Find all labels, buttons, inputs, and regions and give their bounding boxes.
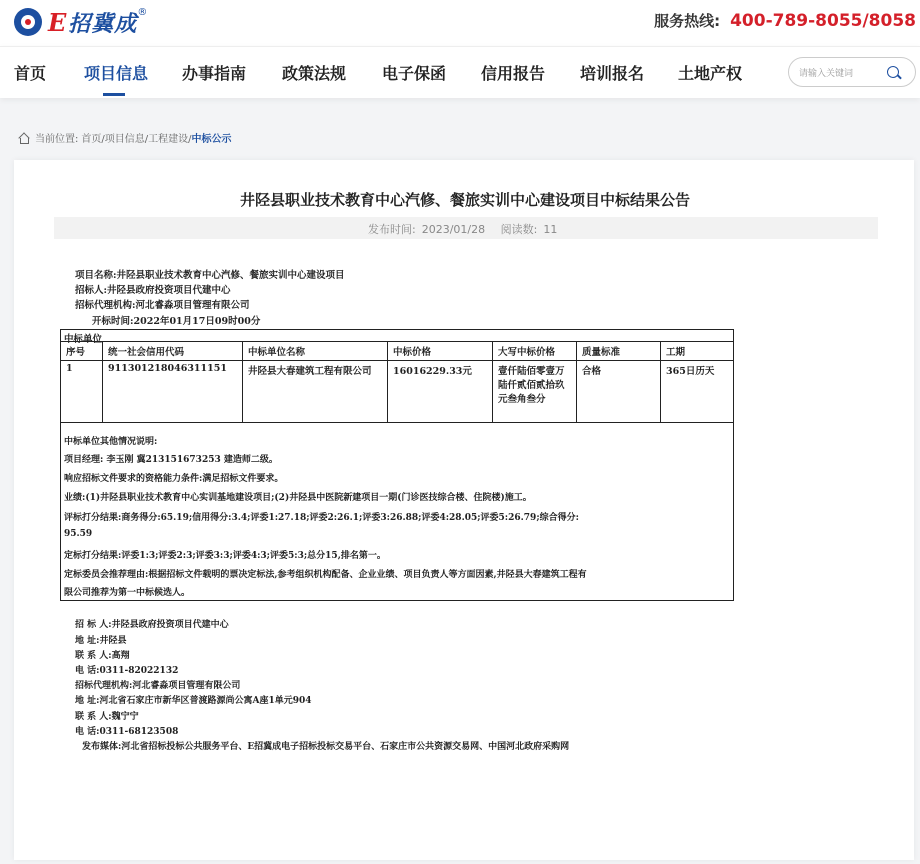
footer-media: 发布媒体:河北省招标投标公共服务平台、E招冀成电子招标投标交易平台、石家庄市公共资源交易网、中国河北政府采购网 — [82, 742, 570, 752]
table-header-row — [61, 342, 734, 361]
project-name: 项目名称:井陉县职业技术教育中心汽修、餐旅实训中心建设项目 — [75, 270, 345, 281]
footer-phone: 电 话:0311-82022132 — [75, 666, 179, 676]
th-credit-code: 统一社会信用代码 — [103, 342, 243, 361]
nav-home[interactable]: 首页 — [14, 64, 47, 83]
score-line-2: 95.59 — [64, 529, 93, 539]
breadcrumb — [18, 130, 231, 145]
score-line-1: 评标打分结果:商务得分:65.19;信用得分:3.4;评委1:27.18;评委2:26.1;评委3:26.88;评委4:28.05;评委5:26.79;综合得分: — [64, 513, 579, 523]
project-manager: 项目经理: 李玉刚 冀213151673253 建造师二级。 — [64, 455, 278, 465]
nav-active-indicator — [103, 93, 125, 96]
reason-line-2: 限公司推荐为第一中标候选人。 — [64, 588, 191, 598]
footer-tenderer: 招 标 人:井陉县政府投资项目代建中心 — [75, 620, 229, 630]
nav-policy[interactable]: 政策法规 — [282, 64, 347, 83]
search-placeholder: 请输入关键词 — [799, 69, 854, 79]
footer-agency-address: 地 址:河北省石家庄市新华区普渡路源尚公寓A座1单元904 — [75, 696, 312, 706]
notes-title: 中标单位其他情况说明: — [64, 437, 158, 447]
rank-result: 定标打分结果:评委1:3;评委2:3;评委3:3;评委4:3;评委5:3;总分15,排名第一。 — [64, 551, 386, 561]
nav-project-info[interactable]: 项目信息 — [84, 64, 149, 83]
footer-agency: 招标代理机构:河北睿淼项目管理有限公司 — [75, 681, 241, 691]
th-index: 序号 — [61, 342, 103, 361]
breadcrumb-prefix: 当前位置: — [35, 134, 79, 145]
footer-address: 地 址:井陉县 — [75, 636, 127, 646]
footer-agency-phone: 电 话:0311-68123508 — [75, 727, 179, 737]
tenderer: 招标人:井陉县政府投资项目代建中心 — [75, 285, 231, 296]
reads-count: 11 — [543, 223, 558, 236]
logo-registered-mark: ® — [137, 7, 148, 18]
reason-line-1: 定标委员会推荐理由:根据招标文件载明的票决定标法,参考组织机构配备、企业业绩、项目负责人等方面因素,井陉县大春建筑工程有 — [64, 570, 587, 580]
publish-date: 2023/01/28 — [421, 223, 486, 236]
th-company: 中标单位名称 — [243, 342, 388, 361]
home-icon — [18, 133, 29, 143]
breadcrumb-current: 中标公示 — [191, 134, 232, 145]
breadcrumb-path[interactable]: 首页/项目信息/工程建设/ — [81, 134, 192, 145]
publish-label: 发布时间: — [368, 223, 416, 236]
footer-agency-contact: 联 系 人:魏宁宁 — [75, 712, 139, 722]
hotline-number: 400-789-8055/8058 — [730, 11, 916, 31]
nav-e-guarantee[interactable]: 电子保函 — [382, 64, 447, 83]
hotline — [654, 10, 916, 31]
agency: 招标代理机构:河北睿淼项目管理有限公司 — [75, 300, 250, 311]
th-period: 工期 — [661, 342, 734, 361]
article-meta — [368, 221, 563, 237]
hotline-label: 服务热线: — [654, 12, 721, 30]
td-index: 1 — [61, 361, 103, 423]
main-nav — [0, 46, 920, 98]
td-price-words: 壹仟陆佰零壹万陆仟贰佰贰拾玖元叁角叁分 — [493, 361, 577, 423]
nav-training[interactable]: 培训报名 — [580, 64, 645, 83]
table-caption: 中标单位 — [64, 334, 103, 345]
table-row — [61, 361, 734, 423]
top-bar — [0, 0, 920, 46]
td-quality: 合格 — [577, 361, 661, 423]
logo-mark-icon — [14, 8, 42, 36]
winner-table — [60, 341, 734, 423]
qualification: 响应招标文件要求的资格能力条件:满足招标文件要求。 — [64, 474, 284, 484]
td-company: 井陉县大春建筑工程有限公司 — [243, 361, 388, 423]
article-title: 井陉县职业技术教育中心汽修、餐旅实训中心建设项目中标结果公告 — [239, 191, 690, 209]
td-price: 16016229.33元 — [388, 361, 493, 423]
th-price-words: 大写中标价格 — [493, 342, 577, 361]
logo-text: 招冀成 — [68, 10, 138, 37]
nav-land-rights[interactable]: 土地产权 — [678, 64, 743, 83]
search-icon[interactable] — [887, 66, 899, 78]
nav-credit-report[interactable]: 信用报告 — [481, 64, 546, 83]
td-credit-code: 911301218046311151 — [103, 361, 243, 423]
nav-guide[interactable]: 办事指南 — [182, 64, 247, 83]
open-time: 开标时间:2022年01月17日09时00分 — [92, 316, 261, 327]
logo-e: E — [48, 7, 67, 37]
reads-label: 阅读数: — [500, 223, 538, 236]
footer-contact: 联 系 人:高翔 — [75, 651, 130, 661]
performance: 业绩:(1)井陉县职业技术教育中心实训基地建设项目;(2)井陉县中医院新建项目一期(门诊医技综合楼、住院楼)施工。 — [64, 493, 532, 503]
td-period: 365日历天 — [661, 361, 734, 423]
site-logo[interactable] — [14, 5, 147, 39]
search-input[interactable] — [788, 57, 916, 87]
th-price: 中标价格 — [388, 342, 493, 361]
th-quality: 质量标准 — [577, 342, 661, 361]
